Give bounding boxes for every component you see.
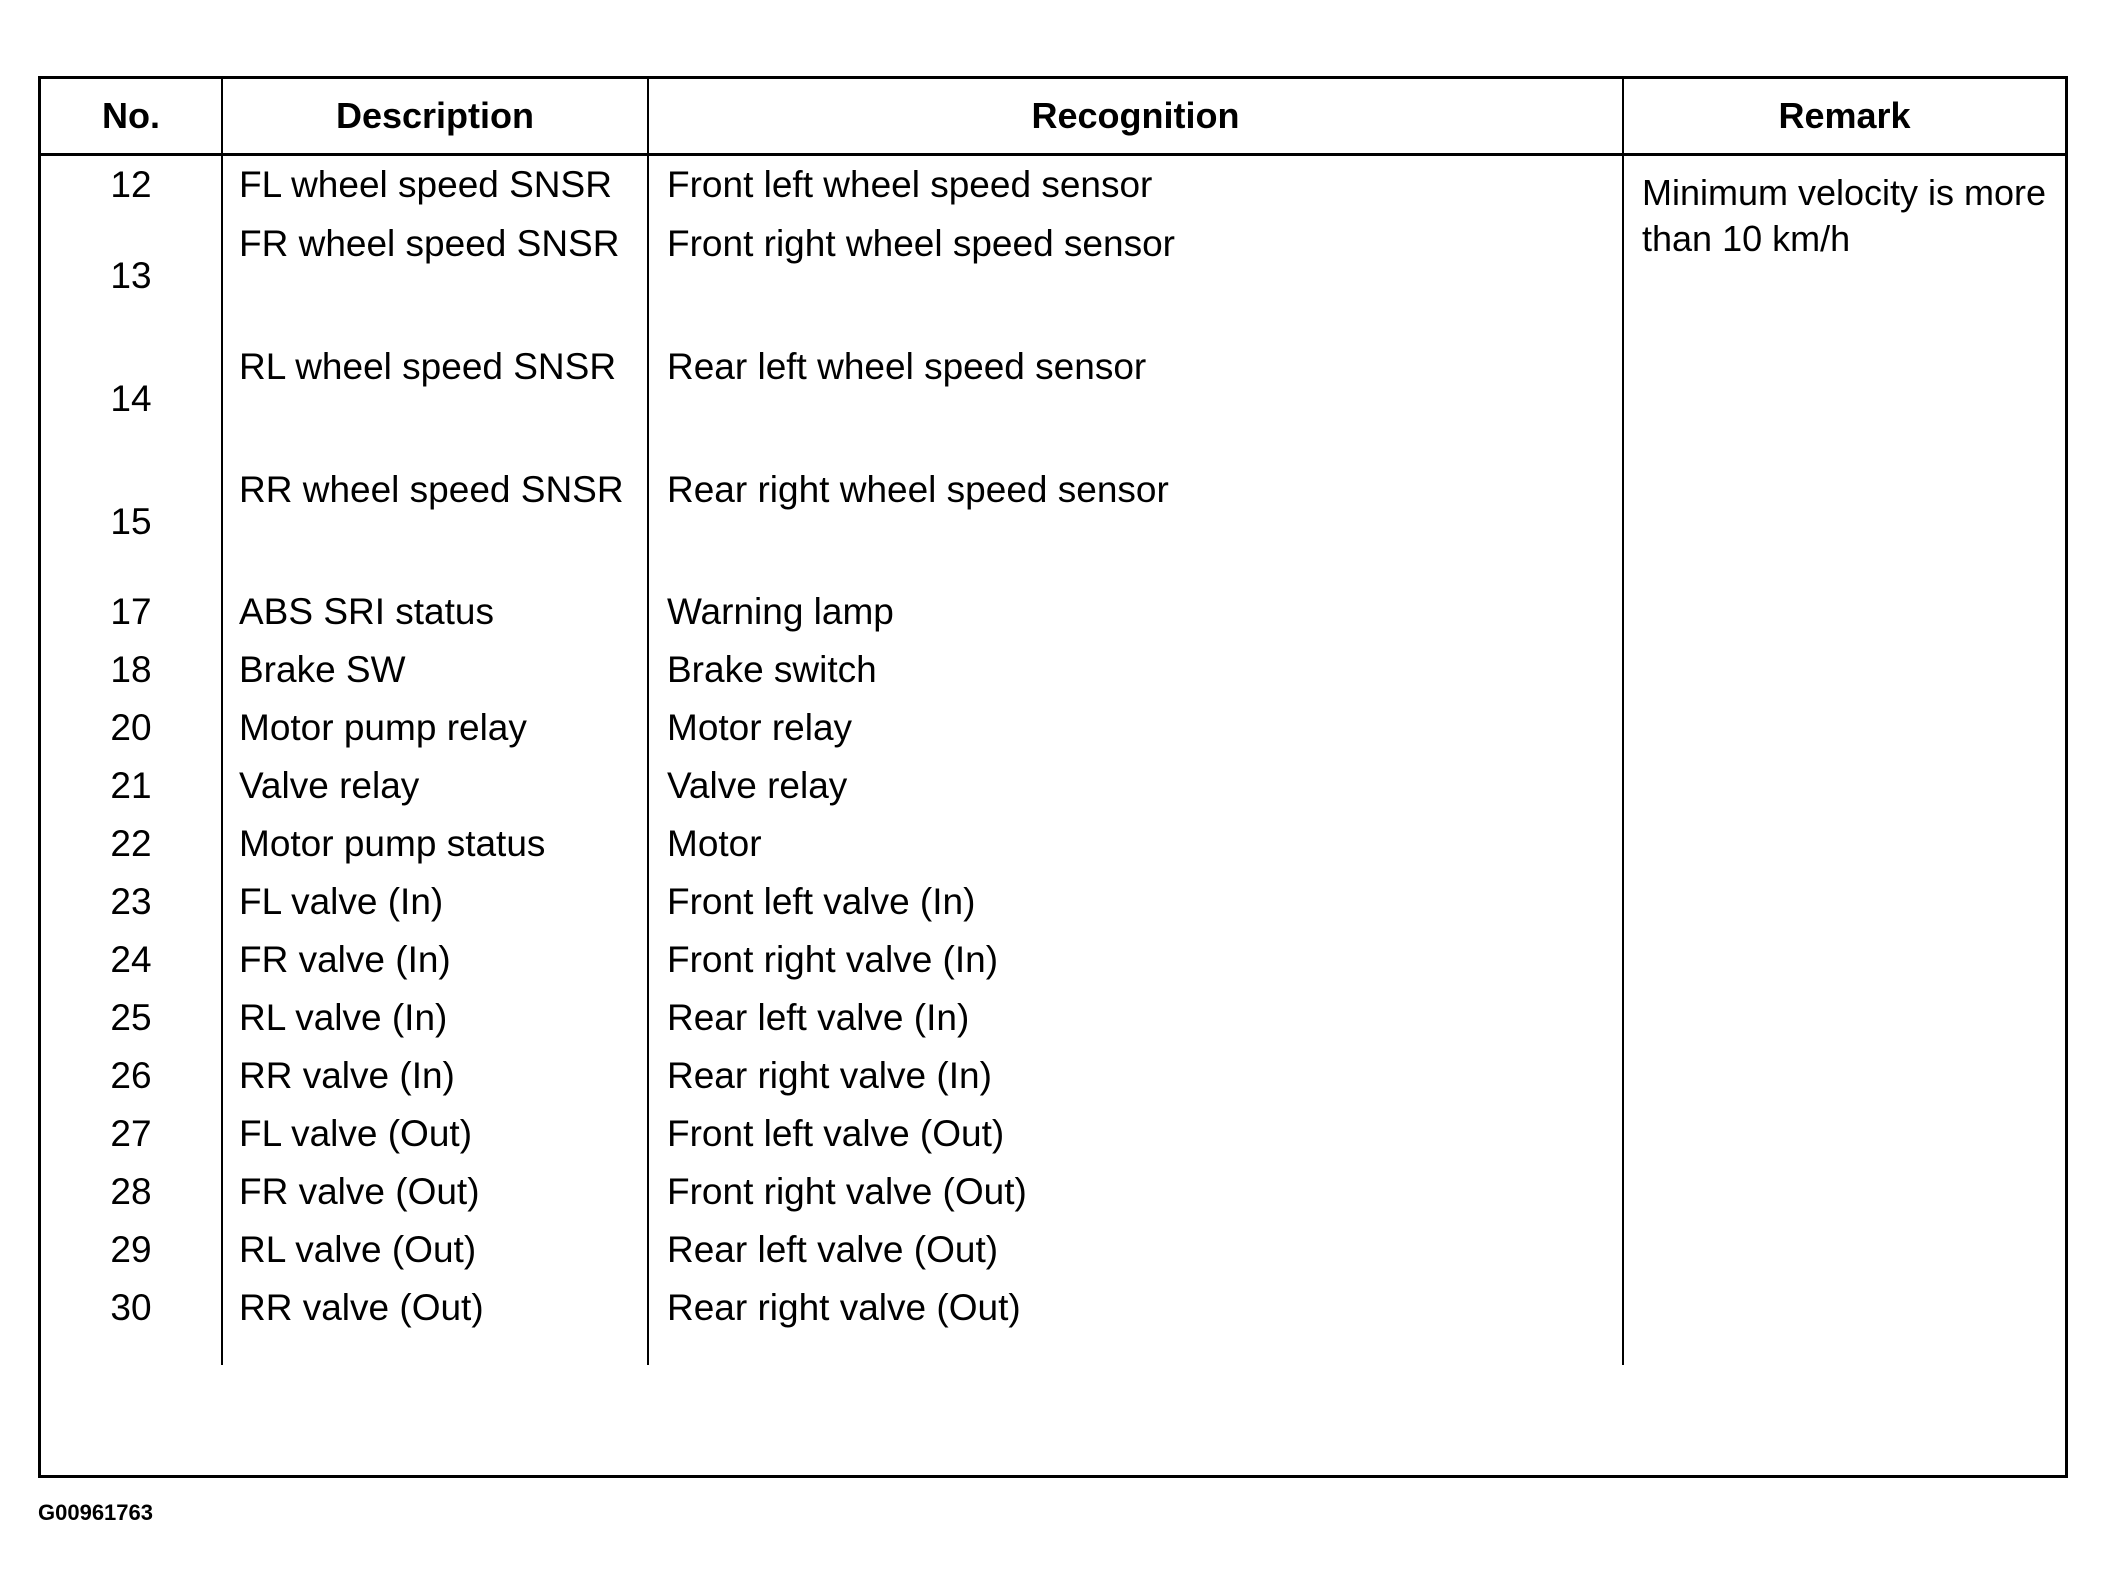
row-recognition: Rear left valve (In) — [648, 989, 1623, 1047]
row-number: 14 — [110, 377, 152, 419]
row-description: FL wheel speed SNSR — [222, 155, 648, 215]
row-number: 22 — [110, 823, 152, 864]
header-no: No. — [41, 79, 222, 155]
row-description: RR wheel speed SNSR — [222, 460, 648, 583]
row-recognition: Rear right wheel speed sensor — [648, 460, 1623, 583]
row-number: 27 — [110, 1113, 152, 1154]
figure-id: G00961763 — [38, 1500, 153, 1525]
empty-cell — [222, 1337, 648, 1365]
row-number: 29 — [110, 1229, 152, 1270]
table-row — [41, 155, 2065, 215]
row-recognition: Rear left wheel speed sensor — [648, 337, 1623, 460]
row-recognition: Rear right valve (In) — [648, 1047, 1623, 1105]
row-description: FL valve (In) — [222, 873, 648, 931]
row-recognition: Rear right valve (Out) — [648, 1279, 1623, 1337]
row-description: RL valve (In) — [222, 989, 648, 1047]
row-description: RL valve (Out) — [222, 1221, 648, 1279]
row-number: 23 — [110, 881, 152, 922]
row-number: 25 — [110, 997, 152, 1038]
row-number: 17 — [110, 591, 152, 632]
row-recognition: Warning lamp — [648, 583, 1623, 641]
row-recognition: Front right wheel speed sensor — [648, 214, 1623, 337]
row-description: FR valve (Out) — [222, 1163, 648, 1221]
header-recognition: Recognition — [648, 79, 1623, 155]
row-description: FL valve (Out) — [222, 1105, 648, 1163]
row-description: RL wheel speed SNSR — [222, 337, 648, 460]
row-description: Valve relay — [222, 757, 648, 815]
table-body — [41, 155, 2065, 1366]
row-description: RR valve (Out) — [222, 1279, 648, 1337]
row-recognition: Front left valve (Out) — [648, 1105, 1623, 1163]
data-table-frame — [38, 76, 2068, 1478]
header-remark: Remark — [1623, 79, 2065, 155]
row-number: 21 — [110, 765, 152, 806]
row-description: Motor pump relay — [222, 699, 648, 757]
header-description: Description — [222, 79, 648, 155]
empty-cell — [41, 1337, 222, 1365]
row-number: 26 — [110, 1055, 152, 1096]
row-number: 12 — [110, 164, 152, 205]
row-description: ABS SRI status — [222, 583, 648, 641]
row-recognition: Front right valve (In) — [648, 931, 1623, 989]
row-recognition: Front right valve (Out) — [648, 1163, 1623, 1221]
row-number: 20 — [110, 707, 152, 748]
row-recognition: Valve relay — [648, 757, 1623, 815]
row-description: FR valve (In) — [222, 931, 648, 989]
table-header-row — [41, 79, 2065, 155]
row-recognition: Motor relay — [648, 699, 1623, 757]
row-number: 13 — [110, 254, 152, 296]
row-number: 28 — [110, 1171, 152, 1212]
row-description: Motor pump status — [222, 815, 648, 873]
row-number: 18 — [110, 649, 152, 690]
row-description: FR wheel speed SNSR — [222, 214, 648, 337]
row-description: Brake SW — [222, 641, 648, 699]
row-recognition: Motor — [648, 815, 1623, 873]
empty-cell — [648, 1337, 1623, 1365]
row-number: 15 — [110, 500, 152, 542]
remark-cell: Minimum velocity is more than 10 km/h — [1623, 155, 2065, 1366]
row-number: 24 — [110, 939, 152, 980]
row-recognition: Front left valve (In) — [648, 873, 1623, 931]
row-recognition: Rear left valve (Out) — [648, 1221, 1623, 1279]
row-number: 30 — [110, 1287, 152, 1328]
row-recognition: Brake switch — [648, 641, 1623, 699]
diagnostic-data-table — [41, 79, 2065, 1365]
row-description: RR valve (In) — [222, 1047, 648, 1105]
row-recognition: Front left wheel speed sensor — [648, 155, 1623, 215]
